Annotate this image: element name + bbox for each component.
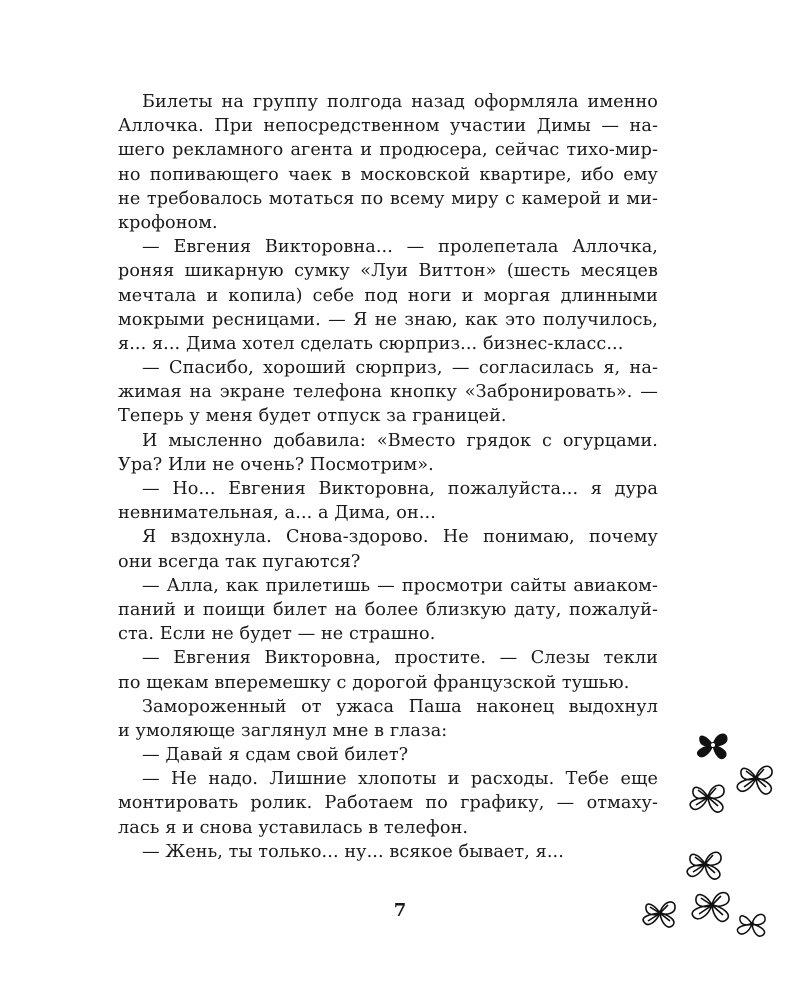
text-line: лась я и снова уставилась в телефон. (118, 817, 469, 838)
text-line: по щекам вперемешку с дорогой французской тушью. (118, 672, 630, 693)
text-line: роняя шикарную сумку «Луи Виттон» (шесть месяцев (118, 261, 658, 282)
text-line: Теперь у меня будет отпуск за границей. (118, 406, 507, 427)
page-number: 7 (393, 900, 407, 921)
text-line: — Но... Евгения Викторовна, пожалуйста... я дура (142, 479, 658, 499)
text-line: не требовалось мотаться по всему миру с камерой и ми- (118, 188, 658, 209)
text-line: — Жень, ты только... ну... всякое бывает, я... (142, 841, 564, 862)
flower-icon (732, 757, 780, 799)
text-line: Замороженный от ужаса Паша наконец выдохнул (142, 696, 658, 717)
text-line: крофоном. (118, 212, 218, 233)
text-line: жимая на экране телефона кнопку «Забронировать». — (118, 382, 658, 403)
flower-icon (686, 777, 730, 817)
text-line: Аллочка. При непосредственном участии Димы — на- (118, 116, 658, 137)
text-line: Я вздохнула. Снова-здорово. Не понимаю, почему (142, 527, 658, 548)
flower-icon (692, 727, 734, 763)
text-line: и умоляюще заглянул мне в глаза: (118, 720, 448, 741)
text-line: но попивающего чаек в московской квартире, ибо ему (118, 164, 658, 185)
text-line: паний и поищи билет на более близкую дату, пожалуй- (118, 599, 658, 620)
text-line: ста. Если не будет — не страшно. (118, 624, 436, 645)
text-line: я... я... Дима хотел сделать сюрприз... бизнес-класс... (118, 333, 624, 354)
text-line: И мысленно добавила: «Вместо грядок с огурцами. (142, 430, 658, 451)
text-line: Билеты на группу полгода назад оформляла именно (142, 92, 658, 112)
body-text (118, 90, 658, 864)
text-line: — Евгения Викторовна... — пролепетала Аллочка, (142, 237, 658, 258)
text-line: — Не надо. Лишние хлопоты и расходы. Тебе еще (142, 769, 658, 790)
text-line: мечтала и копила) себе под ноги и моргая длинными (118, 285, 658, 306)
text-line: они всегда так пугаются? (118, 551, 361, 572)
text-line: невнимательная, а... а Дима, он... (118, 503, 436, 524)
flower-icon (640, 895, 680, 931)
flower-icon (688, 883, 736, 927)
flower-icon (734, 907, 770, 941)
text-line: шего рекламного агента и продюсера, сейчас тихо-мир- (118, 140, 658, 161)
text-line: — Евгения Викторовна, простите. — Слезы текли (142, 648, 658, 669)
text-line: — Алла, как прилетишь — просмотри сайты авиаком- (142, 575, 658, 596)
text-line: Ура? Или не очень? Посмотрим». (118, 454, 434, 475)
text-line: — Давай я сдам свой билет? (142, 745, 409, 766)
text-line: — Спасибо, хороший сюрприз, — согласилась я, на- (142, 358, 658, 379)
text-line: монтировать ролик. Работаем по графику, — отмаху- (118, 793, 658, 814)
flower-icon (684, 845, 726, 883)
flower-cluster-icon (620, 715, 790, 945)
text-line: мокрыми ресницами. — Я не знаю, как это получилось, (118, 309, 658, 330)
